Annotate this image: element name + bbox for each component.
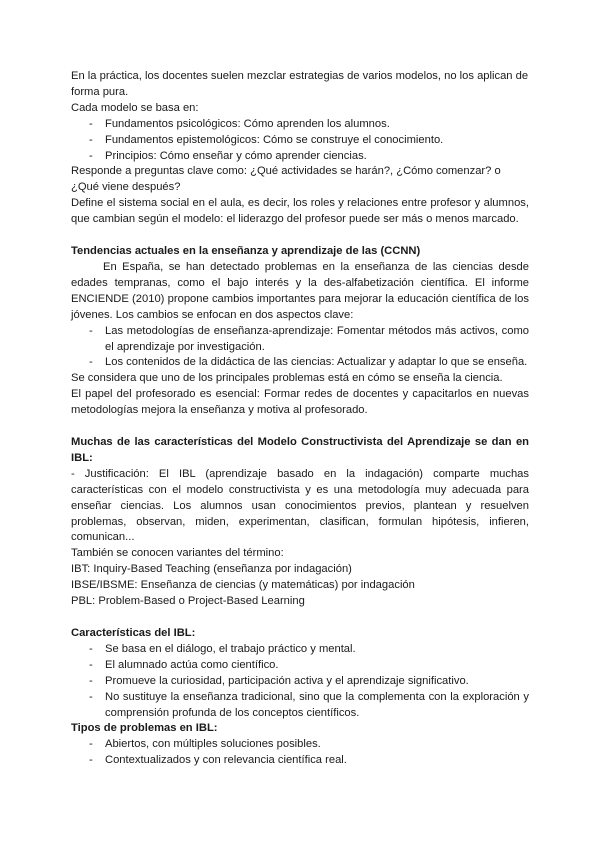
list-item: - Fundamentos epistemológicos: Cómo se construye el conocimiento. — [71, 133, 529, 149]
variante-ibse: IBSE/IBSME: Enseñanza de ciencias (y matemáticas) por indagación — [71, 579, 415, 592]
caracteristicas-heading: Características del IBL: — [71, 627, 196, 639]
variante-pbl: PBL: Problem-Based o Project-Based Learning — [71, 595, 305, 608]
constructivista-heading: Muchas de las características del Modelo Constructivista del Aprendizaje se dan en IBL: — [71, 436, 529, 464]
list-item: - Se basa en el diálogo, el trabajo práctico y mental. — [71, 642, 529, 658]
list-item: - Promueve la curiosidad, participación activa y el aprendizaje significativo. — [71, 674, 529, 690]
list-item: - Los contenidos de la didáctica de las ciencias: Actualizar y adaptar lo que se enseña. — [71, 355, 529, 371]
section-gap — [71, 610, 529, 626]
list-item: - Fundamentos psicológicos: Cómo aprenden los alumnos. — [71, 117, 529, 133]
intro-paragraph-2: Cada modelo se basa en: — [71, 101, 199, 114]
list-item: - El alumnado actúa como científico. — [71, 658, 529, 674]
variante-ibt: IBT: Inquiry-Based Teaching (enseñanza por indagación) — [71, 563, 352, 576]
caracteristicas-list — [71, 642, 529, 722]
section-gap — [71, 419, 529, 435]
intro-paragraph-1: En la práctica, los docentes suelen mezclar estrategias de varios modelos, no los aplican de forma pura. — [71, 70, 529, 98]
intro-paragraph-4: Define el sistema social en el aula, es decir, los roles y relaciones entre profesor y alumnos, que cambian según el modelo: el liderazgo del profesor puede ser más o menos marcado. — [71, 197, 529, 226]
tendencias-heading: Tendencias actuales en la enseñanza y aprendizaje de las (CCNN) — [71, 245, 421, 258]
list-item: - Contextualizados y con relevancia científica real. — [71, 753, 529, 769]
model-bases-list — [71, 117, 529, 165]
variantes-intro: También se conocen variantes del término: — [71, 547, 284, 560]
section-gap — [71, 228, 529, 244]
intro-paragraph-3: Responde a preguntas clave como: ¿Qué actividades se harán?, ¿Cómo comenzar? o ¿Qué viene después? — [71, 165, 501, 194]
list-item: - No sustituye la enseñanza tradicional, sino que la complementa con la exploración y comprensión profunda de los conceptos científicos. — [71, 690, 529, 722]
tipos-heading: Tipos de problemas en IBL: — [71, 722, 218, 735]
tendencias-paragraph-3: El papel del profesorado es esencial: Formar redes de docentes y capacitarlos en nuevas metodologías mejora la enseñanza y motiva al profesorado. — [71, 388, 529, 417]
tendencias-paragraph-1: En España, se han detectado problemas en la enseñanza de las ciencias desde edades tempranas, como el bajo interés y la des-alfabetización científica. El informe ENCIENDE (2010) propone cambios importantes para mejorar la educación científica de los jóvenes. Los cambios se enfocan en dos aspectos clave: — [71, 260, 529, 321]
tendencias-list — [71, 324, 529, 372]
list-item: - Las metodologías de enseñanza-aprendizaje: Fomentar métodos más activos, como el aprendizaje por investigación. — [71, 324, 529, 356]
list-item: - Principios: Cómo enseñar y cómo aprender ciencias. — [71, 149, 529, 165]
tendencias-paragraph-2: Se considera que uno de los principales problemas está en cómo se enseña la ciencia. — [71, 372, 503, 385]
list-item: - Abiertos, con múltiples soluciones posibles. — [71, 737, 529, 753]
justificacion-paragraph: - Justificación: El IBL (aprendizaje basado en la indagación) comparte muchas características con el modelo constructivista y es una metodología muy adecuada para enseñar ciencias. Los alumnos usan conocimientos previos, plantean y resuelven problemas, observan, miden, experimentan, clasifican, formulan hipótesis, infieren, comunican... — [71, 467, 529, 544]
document-page — [71, 69, 529, 769]
tipos-list — [71, 737, 529, 769]
